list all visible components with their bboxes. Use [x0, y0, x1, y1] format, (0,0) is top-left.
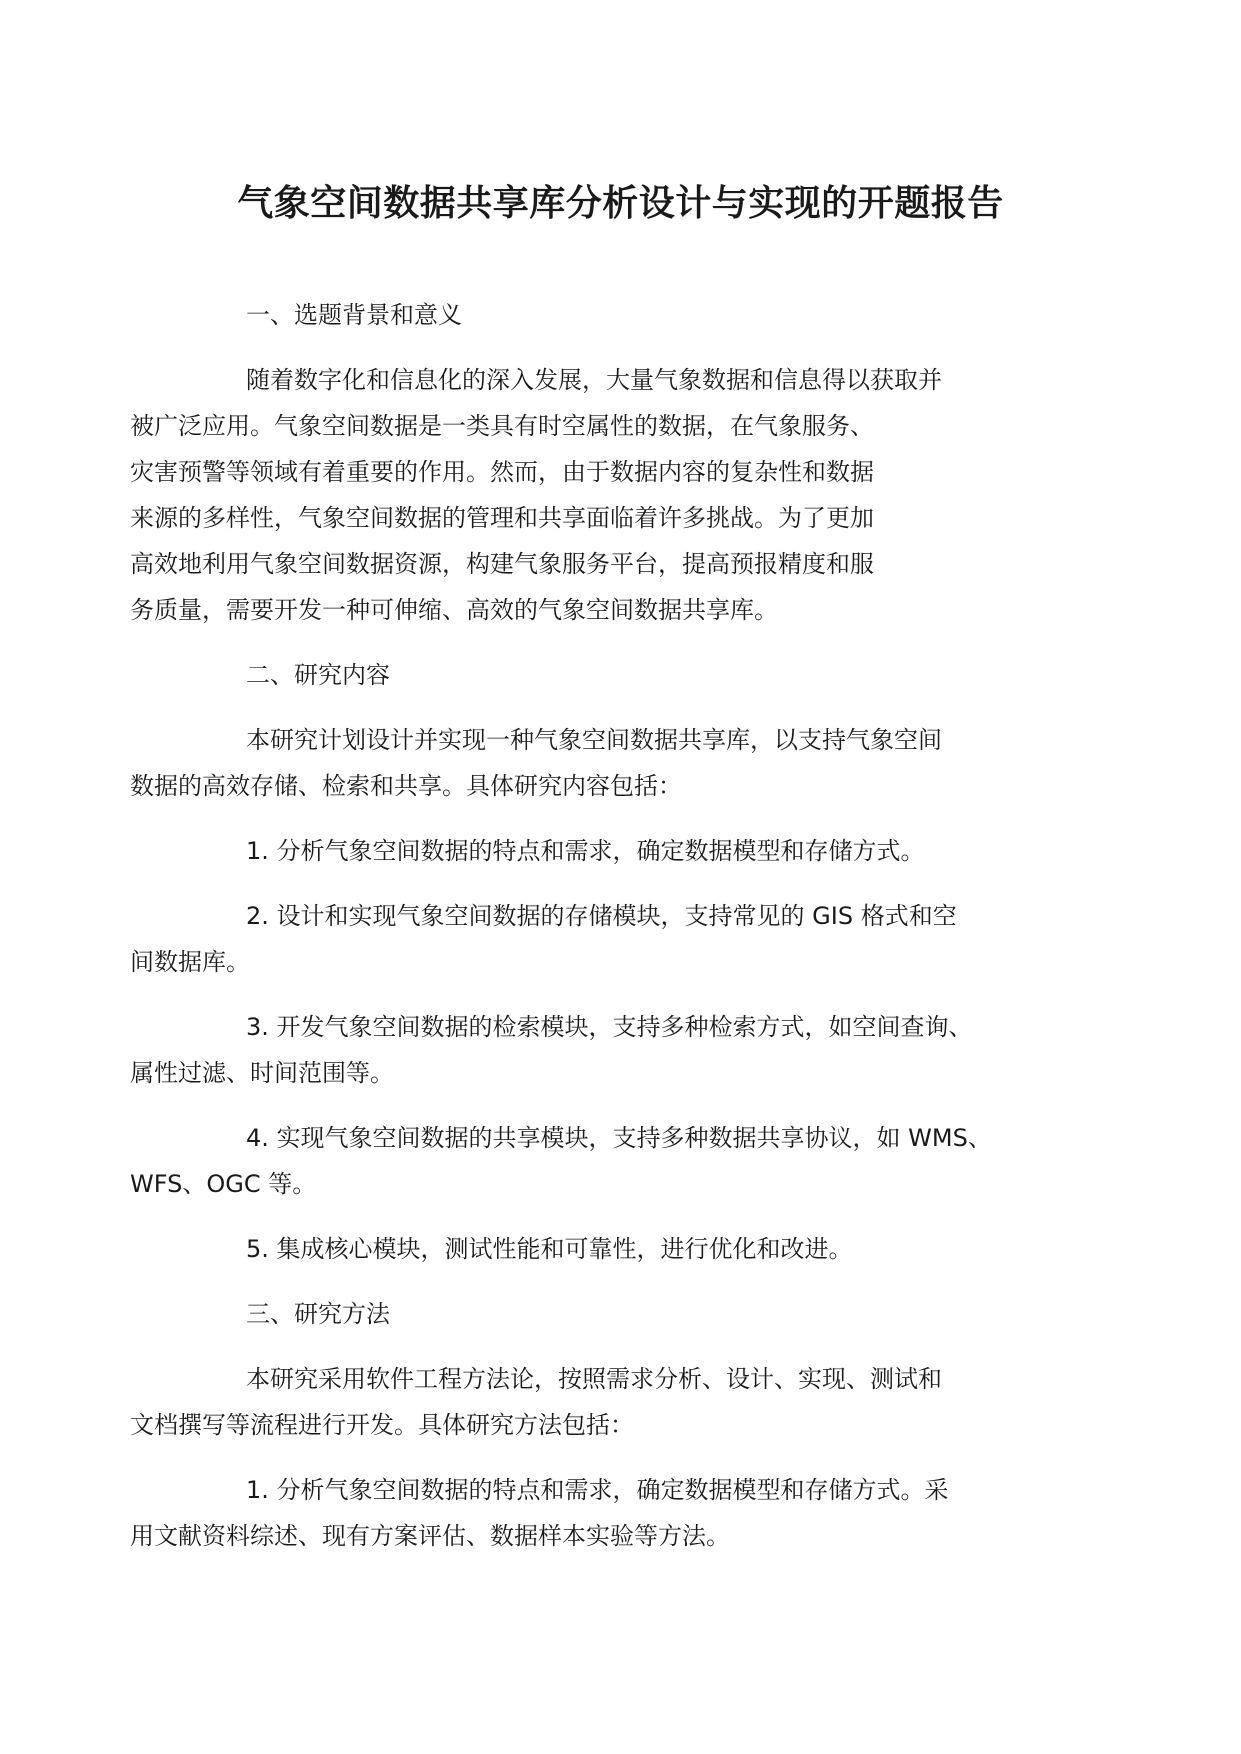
text-line: 4. 实现气象空间数据的共享模块，支持多种数据共享协议，如 WMS、 [246, 1124, 992, 1152]
text-line: 属性过滤、时间范围等。 [130, 1059, 394, 1087]
text-line: 2. 设计和实现气象空间数据的存储模块，支持常见的 GIS 格式和空 [246, 902, 957, 930]
section-heading-content [188, 652, 1048, 698]
list-item [130, 1004, 1048, 1096]
list-item [188, 828, 1048, 874]
text-line: 高效地利用气象空间数据资源，构建气象服务平台，提高预报精度和服 [130, 550, 874, 578]
text-line: 文档撰写等流程进行开发。具体研究方法包括： [130, 1411, 634, 1439]
text-line: 一、选题背景和意义 [246, 301, 462, 329]
text-line: 来源的多样性，气象空间数据的管理和共享面临着许多挑战。为了更加 [130, 504, 874, 532]
text-line: 1. 分析气象空间数据的特点和需求，确定数据模型和存储方式。采 [246, 1476, 949, 1504]
text-line: 1. 分析气象空间数据的特点和需求，确定数据模型和存储方式。 [246, 837, 925, 865]
text-line: 被广泛应用。气象空间数据是一类具有时空属性的数据，在气象服务、 [130, 412, 874, 440]
text-line: 二、研究内容 [246, 661, 390, 689]
list-item [188, 1226, 1048, 1272]
text-line: 三、研究方法 [246, 1300, 390, 1328]
text-line: 本研究采用软件工程方法论，按照需求分析、设计、实现、测试和 [246, 1365, 942, 1393]
text-line: 用文献资料综述、现有方案评估、数据样本实验等方法。 [130, 1522, 730, 1550]
text-line: 务质量，需要开发一种可伸缩、高效的气象空间数据共享库。 [130, 596, 778, 624]
document-body [130, 292, 1048, 1578]
list-item [130, 893, 1048, 985]
paragraph-method-intro [130, 1356, 1048, 1448]
paragraph-background [130, 357, 1048, 633]
text-line: 本研究计划设计并实现一种气象空间数据共享库，以支持气象空间 [246, 726, 942, 754]
text-line: 灾害预警等领域有着重要的作用。然而，由于数据内容的复杂性和数据 [130, 458, 874, 486]
document-title: 气象空间数据共享库分析设计与实现的开题报告 [237, 183, 1004, 224]
paragraph-content-intro [130, 717, 1048, 809]
text-line: WFS、OGC 等。 [130, 1170, 317, 1198]
text-line: 5. 集成核心模块，测试性能和可靠性，进行优化和改进。 [246, 1235, 853, 1263]
section-heading-background [188, 292, 1048, 338]
list-item [130, 1115, 1048, 1207]
section-heading-method [188, 1291, 1048, 1337]
text-line: 数据的高效存储、检索和共享。具体研究内容包括： [130, 772, 682, 800]
text-line: 随着数字化和信息化的深入发展，大量气象数据和信息得以获取并 [246, 366, 942, 394]
text-line: 3. 开发气象空间数据的检索模块，支持多种检索方式，如空间查询、 [246, 1013, 973, 1041]
list-item [130, 1467, 1048, 1559]
text-line: 间数据库。 [130, 948, 250, 976]
